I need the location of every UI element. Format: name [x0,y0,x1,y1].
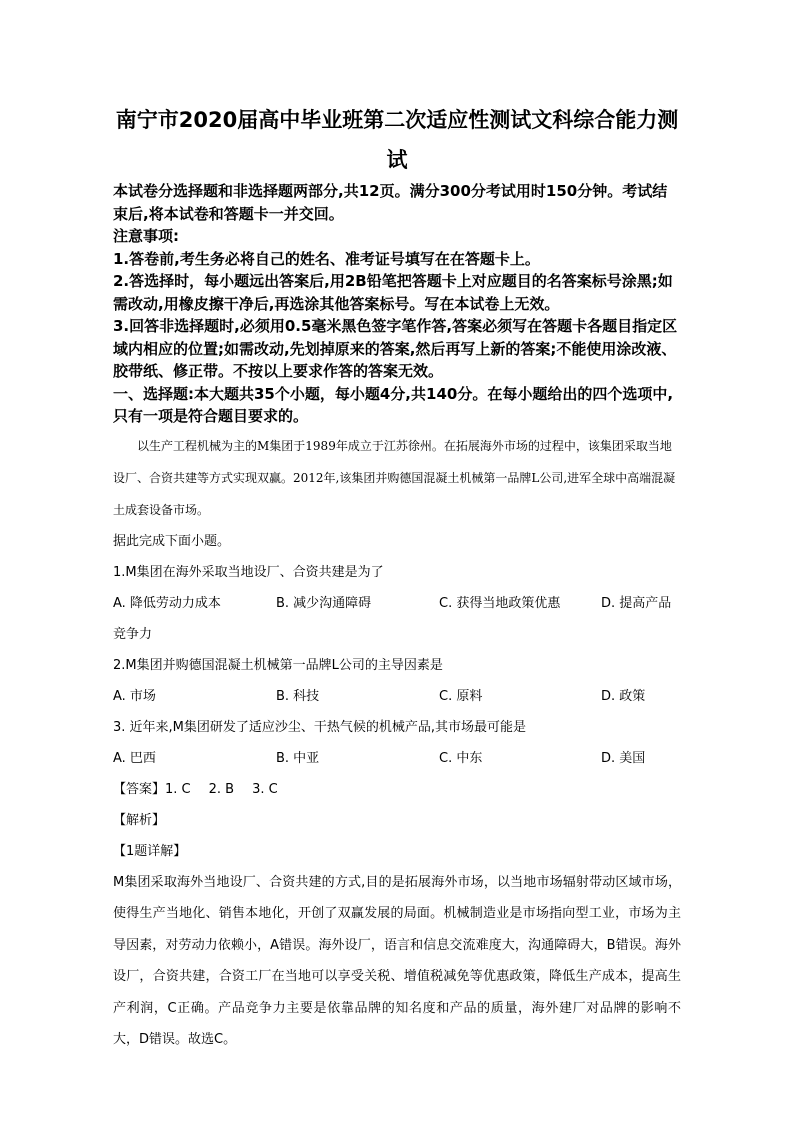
answer-line [113,774,681,805]
option-b: B. 科技 [276,688,320,704]
option-c: C. 原料 [439,688,483,704]
option-a: A. 市场 [113,688,156,704]
option-b: B. 中亚 [276,750,320,766]
question-3 [113,712,681,774]
document-page [113,100,681,1056]
option-continuation: 竞争力 [113,626,153,642]
option-a: A. 巴西 [113,750,156,766]
option-b: B. 减少沟通障碍 [276,595,372,611]
question-stem: 2.M集团并购德国混凝土机械第一品牌L公司的主导因素是 [113,657,443,673]
question-prompt: 据此完成下面小题。 [113,533,231,549]
option-d: D. 美国 [601,750,646,766]
notice-item-1: 1.答卷前,考生务必将自己的姓名、准考证号填写在在答题卡上。 [113,249,540,268]
page-title: 南宁市2020届高中毕业班第二次适应性测试文科综合能力测试 [115,108,679,172]
section-heading: 一、选择题:本大题共35个小题，每小题4分,共140分。在每小题给出的四个选项中,只有一项是符合题目要求的。 [113,384,674,425]
analysis-text: M集团采取海外当地设厂、合资共建的方式,目的是拓展海外市场，以当地市场辐射带动区域市场，使得生产当地化、销售本地化，开创了双赢发展的局面。机械制造业是市场指向型工业，市场为主导因素，对劳动力依赖小，A错误。海外设厂，语言和信息交流难度大，沟通障碍大，B错误。海外设厂，合资共建，合资工厂在当地可以享受关税、增值税减免等优惠政策，降低生产成本，提高生产利润，C正确。产品竞争力主要是依靠品牌的知名度和产品的质量，海外建厂对品牌的影响不大，D错误。故选C。 [113,874,681,1047]
answer-label: 【答案】 [113,781,166,797]
notice-item-3: 3.回答非选择题时,必须用0.5毫米黑色签字笔作答,答案必须写在答题卡各题目指定区域内相应的位置;如需改动,先划掉原来的答案,然后再写上新的答案;不能使用涂改液、胶带纸、修正带。不按以上要求作答的答案无效。 [113,317,678,380]
option-row [113,743,681,774]
option-d: D. 政策 [601,688,646,704]
question-1 [113,557,681,650]
analysis-label: 【解析】 [113,812,166,828]
option-row [113,588,681,619]
exam-notice [113,180,681,428]
reading-material: 以生产工程机械为主的M集团于1989年成立于江苏徐州。在拓展海外市场的过程中，该集团采取当地设厂、合资共建等方式实现双赢。2012年,该集团并购德国混凝土机械第一品牌L公司,进军全球中高端混凝土成套设备市场。 [113,438,676,517]
notice-heading: 注意事项: [113,227,179,245]
option-c: C. 中东 [439,750,483,766]
answer-item: 1. C [165,781,191,797]
option-row [113,681,681,712]
question-2 [113,650,681,712]
option-a: A. 降低劳动力成本 [113,595,221,611]
notice-item-2: 2.答选择时，每小题远出答案后,用2B铅笔把答题卡上对应题目的名答案标号涂黑;如需改动,用橡皮擦干净后,再选涂其他答案标号。写在本试卷上无效。 [113,272,673,313]
question-stem: 1.M集团在海外采取当地设厂、合资共建是为了 [113,564,384,580]
option-d: D. 提高产品 [601,595,672,611]
question-stem: 3. 近年来,M集团研发了适应沙尘、干热气候的机械产品,其市场最可能是 [113,719,527,735]
notice-intro: 本试卷分选择题和非选择题两部分,共12页。满分300分考试用时150分钟。考试结束后,将本试卷和答题卡一并交回。 [113,182,668,223]
answer-item: 2. B [208,781,235,797]
detail-label: 【1题详解】 [113,843,187,859]
option-c: C. 获得当地政策优惠 [439,595,561,611]
answer-item: 3. C [252,781,278,797]
